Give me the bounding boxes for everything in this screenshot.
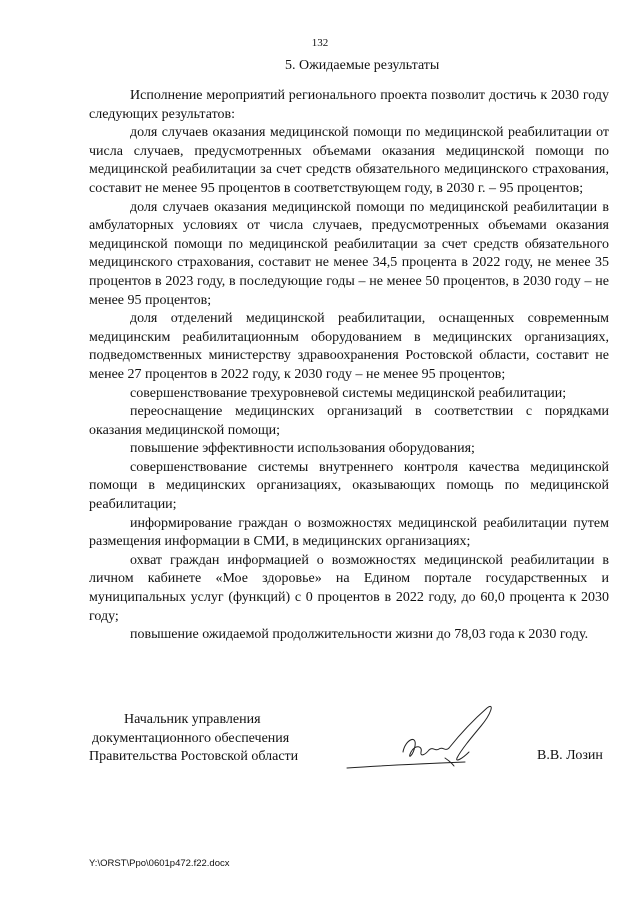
file-path: Y:\ORST\Ppo\0601p472.f22.docx — [89, 858, 230, 869]
paragraph-result: доля случаев оказания медицинской помощи по медицинской реабилитации в амбулаторных условиях от числа случаев, предусмотренных объемами оказания медицинской помощи по медицинской реабилитации за счет средств обязательного медицинского страхования, составит не менее 34,5 процента в 2022 году, не менее 35 процентов в 2023 году, в последующие годы – не менее 50 процентов, в 2030 году – не менее 95 процентов; — [89, 199, 609, 308]
paragraph-result: совершенствование трехуровневой системы медицинской реабилитации; — [130, 385, 567, 401]
paragraph-result: информирование граждан о возможностях медицинской реабилитации путем размещения информации в СМИ, в медицинских организациях; — [89, 515, 609, 550]
section-heading: 5. Ожидаемые результаты — [285, 58, 440, 73]
paragraph-result: повышение ожидаемой продолжительности жизни до 78,03 года к 2030 году. — [130, 627, 589, 643]
paragraph-result: переоснащение медицинских организаций в соответствии с порядками оказания медицинской помощи; — [89, 404, 609, 438]
handwritten-signature — [345, 700, 505, 775]
paragraph-result: совершенствование системы внутреннего контроля качества медицинской помощи в медицинских организациях, оказывающих помощь по медицинской реабилитации; — [89, 459, 609, 513]
signer-name: В.В. Лозин — [537, 748, 603, 763]
paragraph-intro: Исполнение мероприятий регионального проекта позволит достичь к 2030 году следующих результатов: — [89, 88, 609, 122]
document-body — [89, 87, 609, 645]
paragraph-result: доля случаев оказания медицинской помощи по медицинской реабилитации от числа случаев, предусмотренных объемами оказания медицинской помощи по медицинской реабилитации за счет средств обязательного медицинского страхования, составит не менее 95 процентов в соответствующем году, в 2030 г. – 95 процентов; — [89, 125, 609, 196]
page-number: 132 — [311, 37, 329, 49]
paragraph-result: доля отделений медицинской реабилитации, оснащенных современным медицинским реабилитационным оборудованием в медицинских организациях, подведомственных министерству здравоохранения Ростовской области, составит не менее 27 процентов в 2022 году, к 2030 году – не менее 95 процентов; — [89, 311, 609, 382]
signatory-title-line: Начальник управления — [124, 712, 261, 727]
signatory-title-line: документационного обеспечения — [92, 730, 290, 746]
paragraph-result: повышение эффективности использования оборудования; — [130, 441, 475, 457]
signatory-title-line: Правительства Ростовской области — [89, 749, 299, 764]
signatory-title — [89, 711, 298, 767]
paragraph-result: охват граждан информацией о возможностях медицинской реабилитации в личном кабинете «Мое здоровье» на Едином портале государственных и муниципальных услуг (функций) с 0 процентов в 2022 году, до 60,0 процента к 2030 году; — [89, 552, 609, 624]
